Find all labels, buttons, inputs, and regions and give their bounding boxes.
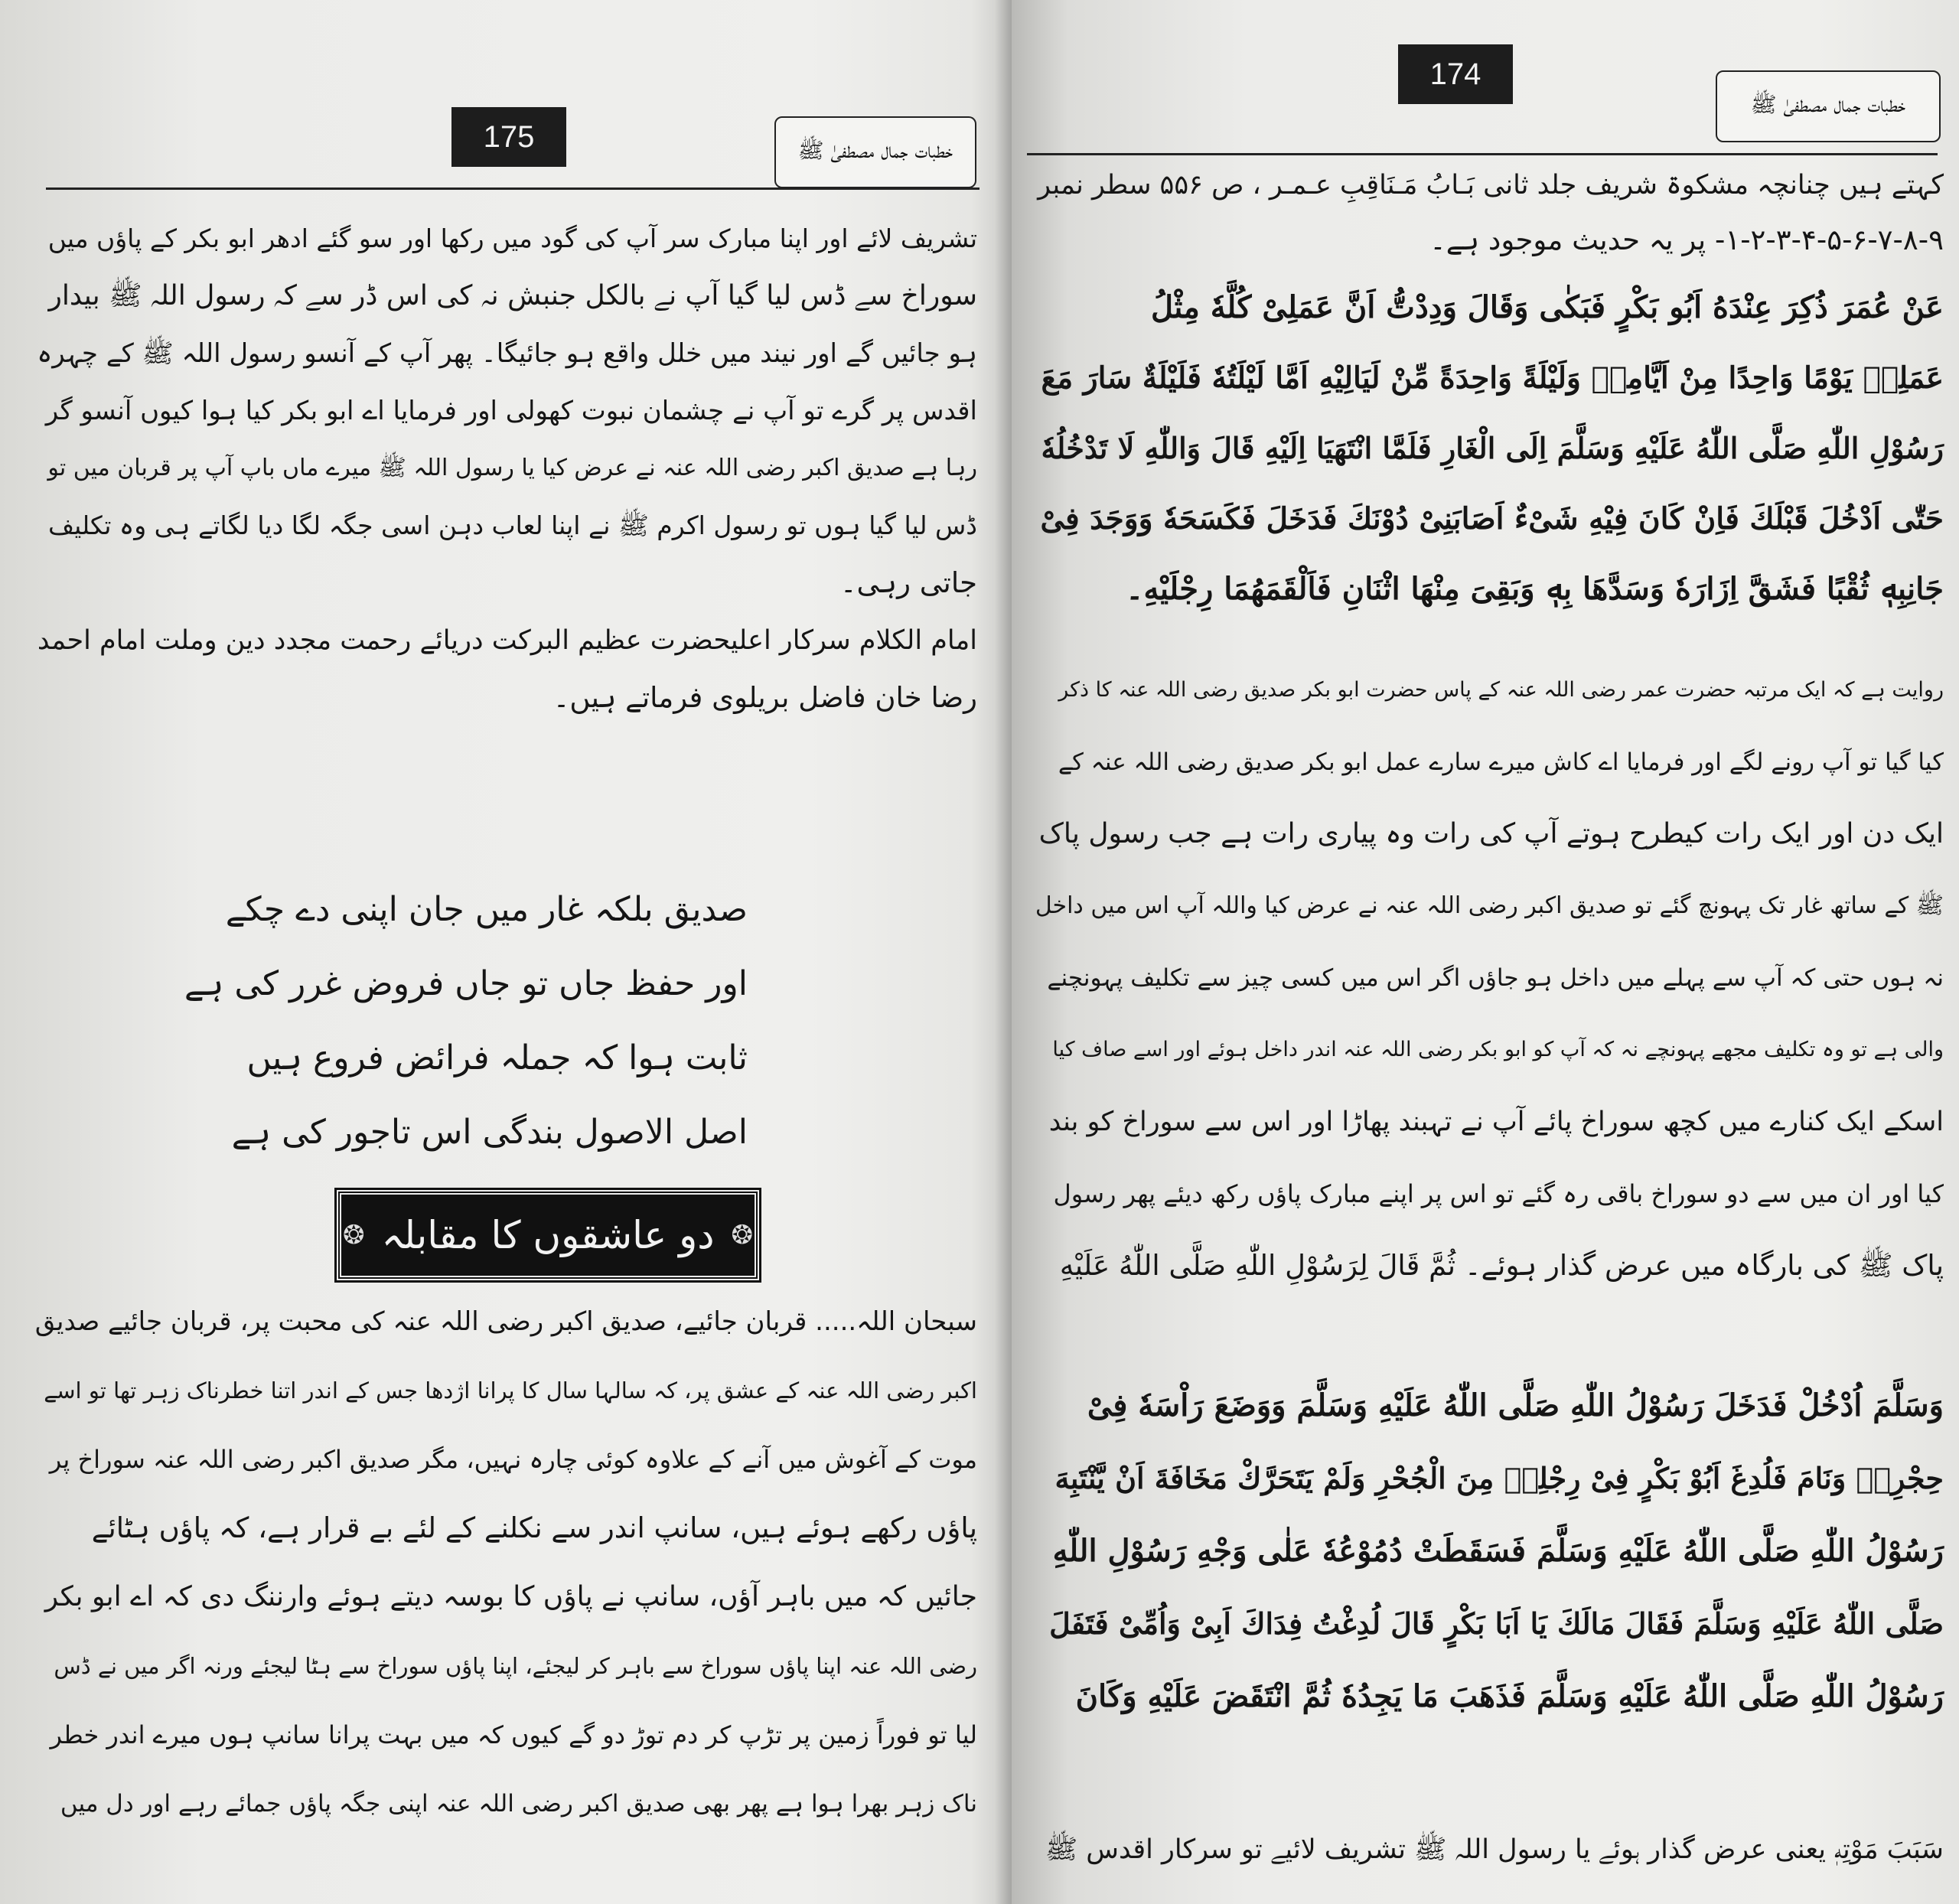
text-line: تشریف لائے اور اپنا مبارک سر آپ کی گود میں رکھا اور سو گئے ادھر ابو بکر کے پاؤں میں [47, 223, 977, 253]
text-line: اسکے ایک کنارے میں کچھ سوراخ پائے آپ نے تہبند پھاڑا اور اس سے سوراخ کو بند [1048, 1107, 1944, 1137]
text-line: کیا اور ان میں سے دو سوراخ باقی رہ گئے تو اس پر اپنے مبارک پاؤں رکھ دیئے پھر رسول [1053, 1179, 1944, 1208]
arabic-line: وَسَلَّمَ اُدْخُلْ فَدَخَلَ رَسُوْلُ اللّٰهِ صَلَّى اللّٰهُ عَلَيْهِ وَسَلَّمَ وَوَضَعَ رَاْسَهٗ فِىْ [1087, 1387, 1944, 1423]
header-rule [46, 187, 980, 190]
text-line: سبحان اللہ..... قربان جائیے، صدیق اکبر رضی اللہ عنہ کی محبت پر، قربان جائیے صدیق [34, 1306, 977, 1337]
arabic-line: رَسُوْلِ اللّٰهِ صَلَّى اللّٰهُ عَلَيْهِ وَسَلَّمَ اِلَى الْغَارِ فَلَمَّا انْتَهَيَا اِلَيْهِ قَالَ وَاللّٰهِ لَا تَدْخُلُهٗ [1041, 431, 1944, 465]
text-line: لیا تو فوراً زمین پر تڑپ کر دم توڑ دو گے کیوں کہ میں بہت پرانا سانپ ہوں میرے اندر خطر [50, 1720, 977, 1749]
arabic-line: جَانِبِهٖ ثُقْبًا فَشَقَّ اِزَارَهٗ وَسَدَّهَا بِهٖ وَبَقِىَ مِنْهَا اثْنَانِ فَاَلْقَمَهُمَا رِجْلَيْهِ۔ [1126, 571, 1944, 607]
arabic-line: حَتّٰى اَدْخُلَ قَبْلَكَ فَاِنْ كَانَ فِيْهِ شَىْءٌ اَصَابَنِىْ دُوْنَكَ فَدَخَلَ فَكَسَحَهٗ وَوَجَدَ فِىْ [1040, 501, 1944, 536]
arabic-line: رَسُوْلُ اللّٰهِ صَلَّى اللّٰهُ عَلَيْهِ وَسَلَّمَ فَذَهَبَ مَا يَجِدُهٗ ثُمَّ انْتَقَضَ عَلَيْهِ وَكَانَ [1075, 1678, 1944, 1714]
text-line: رضا خان فاضل بریلوی فرماتے ہیں۔ [552, 681, 977, 714]
text-line: ایک دن اور ایک رات کیطرح ہوتے آپ کی رات وہ پیاری رات ہے جب رسول پاک [1038, 818, 1944, 849]
poem-line: صدیق بلکہ غار میں جان اپنی دے چکے [225, 890, 748, 929]
reference-line: ۱-۲-۳-۴-۵-۶-۷-۸-۹- پر یہ حدیث موجود ہے۔ [1429, 223, 1944, 256]
text-line: اکبر رضی اللہ عنہ کے عشق پر، کہ سالہا سال کا پرانا اژدھا جس کے اندر اتنا خطرناک زہر تھا تو اسے [44, 1377, 977, 1404]
poem-line: اصل الاصول بندگی اس تاجور کی ہے [231, 1113, 748, 1152]
text-line: نہ ہوں حتی کہ آپ سے پہلے میں داخل ہو جاؤں اگر اس میں کسی چیز سے تکلیف پہونچنے [1047, 964, 1944, 992]
ornament-icon: ❂ [731, 1220, 754, 1250]
text-line: ﷺ کے ساتھ غار تک پہونچ گئے تو صدیق اکبر رضی اللہ عنہ نے عرض کیا واللہ آپ اس میں داخل [1035, 892, 1944, 919]
text-line: پاک ﷺ کی بارگاہ میں عرض گذار ہوئے۔ ثُمَّ قَالَ لِرَسُوْلِ اللّٰهِ صَلَّى اللّٰهُ عَلَيْهِ [1059, 1249, 1944, 1282]
text-line: ہو جائیں گے اور نیند میں خلل واقع ہو جائیگا۔ پھر آپ کے آنسو رسول اللہ ﷺ کے چہرہ [37, 338, 977, 369]
text-line: کیا گیا تو آپ رونے لگے اور فرمایا اے کاش میرے سارے عمل ابو بکر صدیق رضی اللہ عنہ کے [1058, 748, 1944, 776]
text-line: رضی اللہ عنہ اپنا پاؤں سوراخ سے باہر کر لیجئے، اپنا پاؤں سوراخ سے ہٹا لیجئے ورنہ اگر میں نے ڈس [54, 1653, 977, 1679]
section-heading [337, 1190, 759, 1280]
text-line: روایت ہے کہ ایک مرتبہ حضرت عمر رضی اللہ عنہ کے پاس حضرت ابو بکر صدیق رضی اللہ عنہ کا ذکر [1058, 678, 1944, 702]
page-number-175: 175 [451, 107, 566, 167]
arabic-line: عَنْ عُمَرَ ذُكِرَ عِنْدَهُ اَبُو بَكْرٍ فَبَكٰى وَقَالَ وَدِدْتُّ اَنَّ عَمَلِىْ كُلَّهٗ مِثْلُ [1151, 289, 1944, 325]
text-line: ڈس لیا گیا ہوں تو رسول اکرم ﷺ نے اپنا لعاب دہن اسی جگہ لگا دیا لگاتے ہی وہ تکلیف [47, 510, 977, 540]
right-page [1012, 0, 1959, 1904]
reference-line: کہتے ہیں چنانچہ مشکوۃ شریف جلد ثانی بَـابُ مَـنَاقِبِ عـمـر ، ص ۵۵۶ سطر نمبر [1038, 170, 1944, 201]
text-line: اقدس پر گرے تو آپ نے چشمان نبوت کھولی اور فرمایا اے ابو بکر کیا ہوا کیوں آنسو گر [45, 396, 977, 426]
last-line: سَبَبَ مَوْتِهٖ یعنی عرض گذار ہوئے یا رسول اللہ ﷺ تشریف لائیے تو سرکار اقدس ﷺ [1045, 1834, 1944, 1865]
arabic-line: عَمَلِهٖ يَوْمًا وَاحِدًا مِنْ اَيَّامِهٖ وَلَيْلَةً وَاحِدَةً مِّنْ لَيَالِيْهِ اَمَّا لَيْلَتُهٗ فَلَيْلَةٌ سَارَ مَعَ [1041, 360, 1944, 396]
text-line: والی ہے تو وہ تکلیف مجھے پہونچے نہ کہ آپ کو ابو بکر رضی اللہ عنہ اندر داخل ہوئے اور اسے صاف کیا [1052, 1038, 1944, 1061]
section-heading-text: دو عاشقوں کا مقابلہ [381, 1213, 715, 1257]
text-line: جاتی رہی۔ [839, 566, 977, 599]
book-title-badge: خطبات جمال مصطفیٰ ﷺ [1716, 70, 1941, 142]
text-line: رہا ہے صدیق اکبر رضی اللہ عنہ نے عرض کیا یا رسول اللہ ﷺ میرے ماں باپ آپ پر قربان میں تو [47, 455, 977, 481]
header-rule [1027, 153, 1938, 155]
page-number-174: 174 [1398, 44, 1513, 104]
text-line: پاؤں رکھے ہوئے ہیں، سانپ اندر سے نکلنے کے لئے بے قرار ہے، کہ پاؤں ہٹائے [91, 1511, 977, 1544]
poem-line: ثابت ہوا کہ جملہ فرائض فروع ہیں [246, 1038, 748, 1078]
text-line: جائیں کہ میں باہر آؤں، سانپ نے پاؤں کا بوسہ دیتے ہوئے وارننگ دی کہ اے ابو بکر [44, 1581, 977, 1612]
text-line: سوراخ سے ڈس لیا گیا آپ نے بالکل جنبش نہ کی اس ڈر سے کہ رسول اللہ ﷺ بیدار [48, 280, 977, 311]
ornament-icon: ❂ [343, 1220, 365, 1250]
text-line: ناک زہر بھرا ہوا ہے پھر بھی صدیق اکبر رضی اللہ عنہ اپنی جگہ پاؤں جمائے رہے اور دل میں [60, 1790, 977, 1818]
arabic-line: حِجْرِهٖ وَنَامَ فَلُدِغَ اَبُوْ بَكْرٍ فِىْ رِجْلِهٖ مِنَ الْجُحْرِ وَلَمْ يَتَحَرَّكْ مَخَافَةَ اَنْ يَّنْتَبِهَ [1054, 1461, 1944, 1495]
arabic-line: رَسُوْلُ اللّٰهِ صَلَّى اللّٰهُ عَلَيْهِ وَسَلَّمَ فَسَقَطَتْ دُمُوْعُهٗ عَلٰى وَجْهِ رَسُوْلِ اللّٰهِ [1052, 1533, 1944, 1569]
text-line: موت کے آغوش میں آنے کے علاوہ کوئی چارہ نہیں، مگر صدیق اکبر رضی اللہ عنہ سوراخ پر [49, 1445, 977, 1474]
arabic-line: صَلَّى اللّٰهُ عَلَيْهِ وَسَلَّمَ فَقَالَ مَالَكَ يَا اَبَا بَكْرٍ قَالَ لُدِغْتُ فِدَاكَ اَبِىْ وَاُمِّىْ فَتَفَلَ [1049, 1606, 1944, 1641]
text-line: امام الکلام سرکار اعلیحضرت عظیم البرکت دریائے رحمت مجدد دین وملت امام احمد [37, 625, 977, 656]
book-title-badge: خطبات جمال مصطفیٰ ﷺ [774, 116, 976, 188]
poem-line: اور حفظ جاں تو جاں فروض غرر کی ہے [184, 964, 748, 1003]
